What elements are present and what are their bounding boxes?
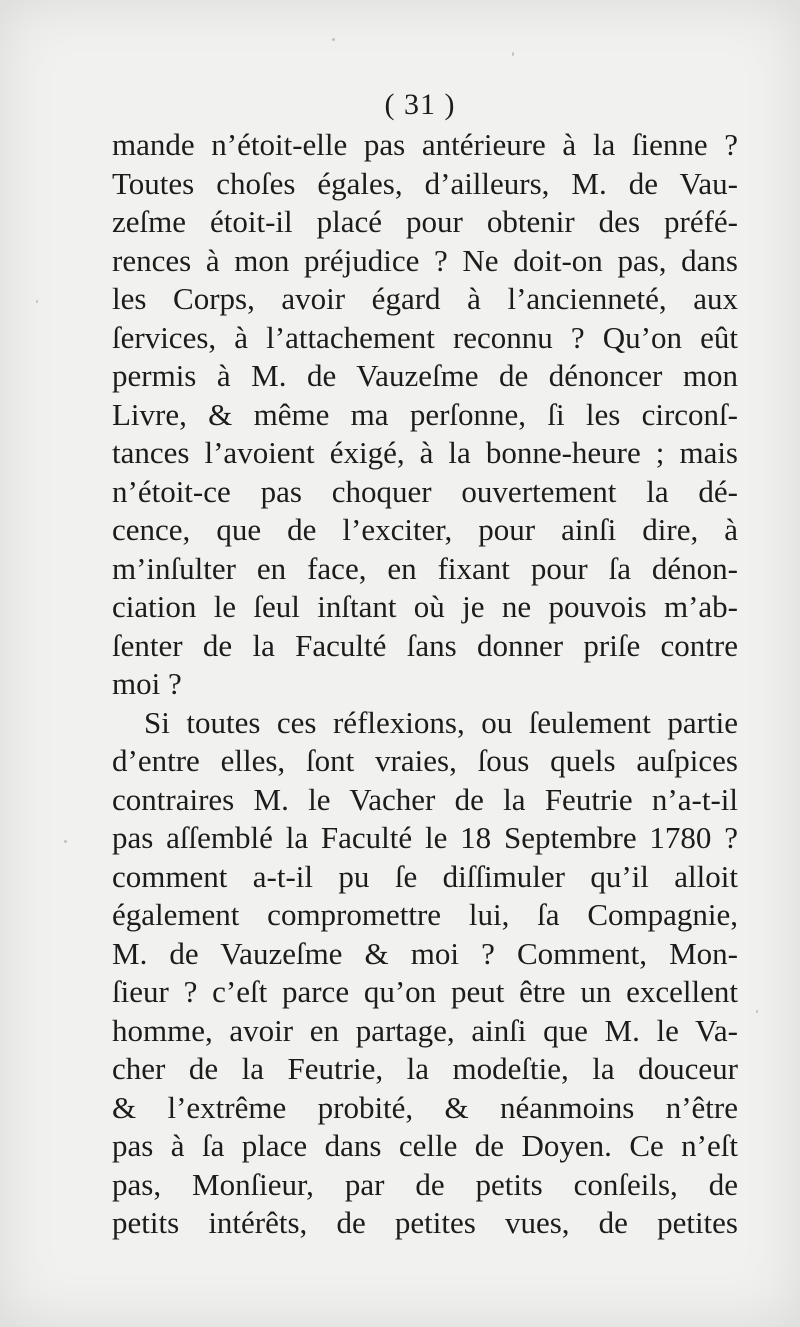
text-line: & l’extrême probité, & néanmoins n’être — [112, 1089, 738, 1125]
text-line: contraires M. le Vacher de la Feutrie n’a-t-il — [112, 781, 738, 817]
paper-speck — [512, 52, 514, 56]
text-line: Toutes choſes égales, d’ailleurs, M. de Vau- — [112, 165, 738, 201]
text-line: également compromettre lui, ſa Compagnie, — [112, 897, 738, 932]
page-number: ( 31 ) — [384, 88, 456, 121]
text-line: rences à mon préjudice ? Ne doit-on pas, dans — [112, 242, 738, 278]
text-line: m’inſulter en face, en fixant pour ſa dénon- — [112, 550, 738, 586]
text-line: Livre, & même ma perſonne, ſi les circonſ- — [112, 396, 738, 432]
text-line: homme, avoir en partage, ainſi que M. le Va- — [112, 1012, 738, 1048]
text-line: pas à ſa place dans celle de Doyen. Ce n’eſt — [112, 1128, 738, 1163]
paper-speck — [36, 300, 38, 303]
text-line: pas aſſemblé la Faculté le 18 Septembre 1780 ? — [112, 820, 738, 855]
text-line: ſenter de la Faculté ſans donner priſe contre — [112, 627, 738, 663]
text-line: cher de la Feutrie, la modeſtie, la douceur — [112, 1051, 738, 1086]
text-line: n’étoit-ce pas choquer ouvertement la dé- — [112, 473, 738, 509]
paper-speck — [756, 1010, 758, 1013]
text-line: petits intérêts, de petites vues, de petites — [112, 1205, 738, 1240]
paper-speck — [64, 840, 67, 843]
text-line: ſieur ? c’eſt parce qu’on peut être un excellent — [112, 974, 738, 1009]
text-line: mande n’étoit-elle pas antérieure à la ſienne ? — [112, 127, 738, 162]
text-line: comment a-t-il pu ſe diſſimuler qu’il alloit — [112, 858, 738, 894]
paragraph-start-line: Si toutes ces réflexions, ou ſeulement partie — [144, 704, 738, 740]
paper-speck — [332, 38, 335, 41]
text-line: tances l’avoient éxigé, à la bonne-heure ; mais — [112, 435, 738, 470]
text-line: cence, que de l’exciter, pour ainſi dire, à — [112, 512, 738, 547]
text-line: permis à M. de Vauzeſme de dénoncer mon — [112, 358, 738, 393]
text-line: pas, Monſieur, par de petits conſeils, de — [112, 1166, 738, 1202]
text-line: ſervices, à l’attachement reconnu ? Qu’on eût — [112, 319, 738, 355]
text-line: ciation le ſeul inſtant où je ne pouvois m’ab- — [112, 589, 738, 624]
paragraph-end-line: moi ? — [112, 666, 182, 701]
text-line: zeſme étoit-il placé pour obtenir des préfé- — [112, 204, 738, 239]
text-line: les Corps, avoir égard à l’ancienneté, aux — [112, 281, 738, 316]
body-text — [112, 126, 738, 1243]
text-line: M. de Vauzeſme & moi ? Comment, Mon- — [112, 935, 738, 971]
text-line: d’entre elles, ſont vraies, ſous quels auſpices — [112, 743, 738, 778]
